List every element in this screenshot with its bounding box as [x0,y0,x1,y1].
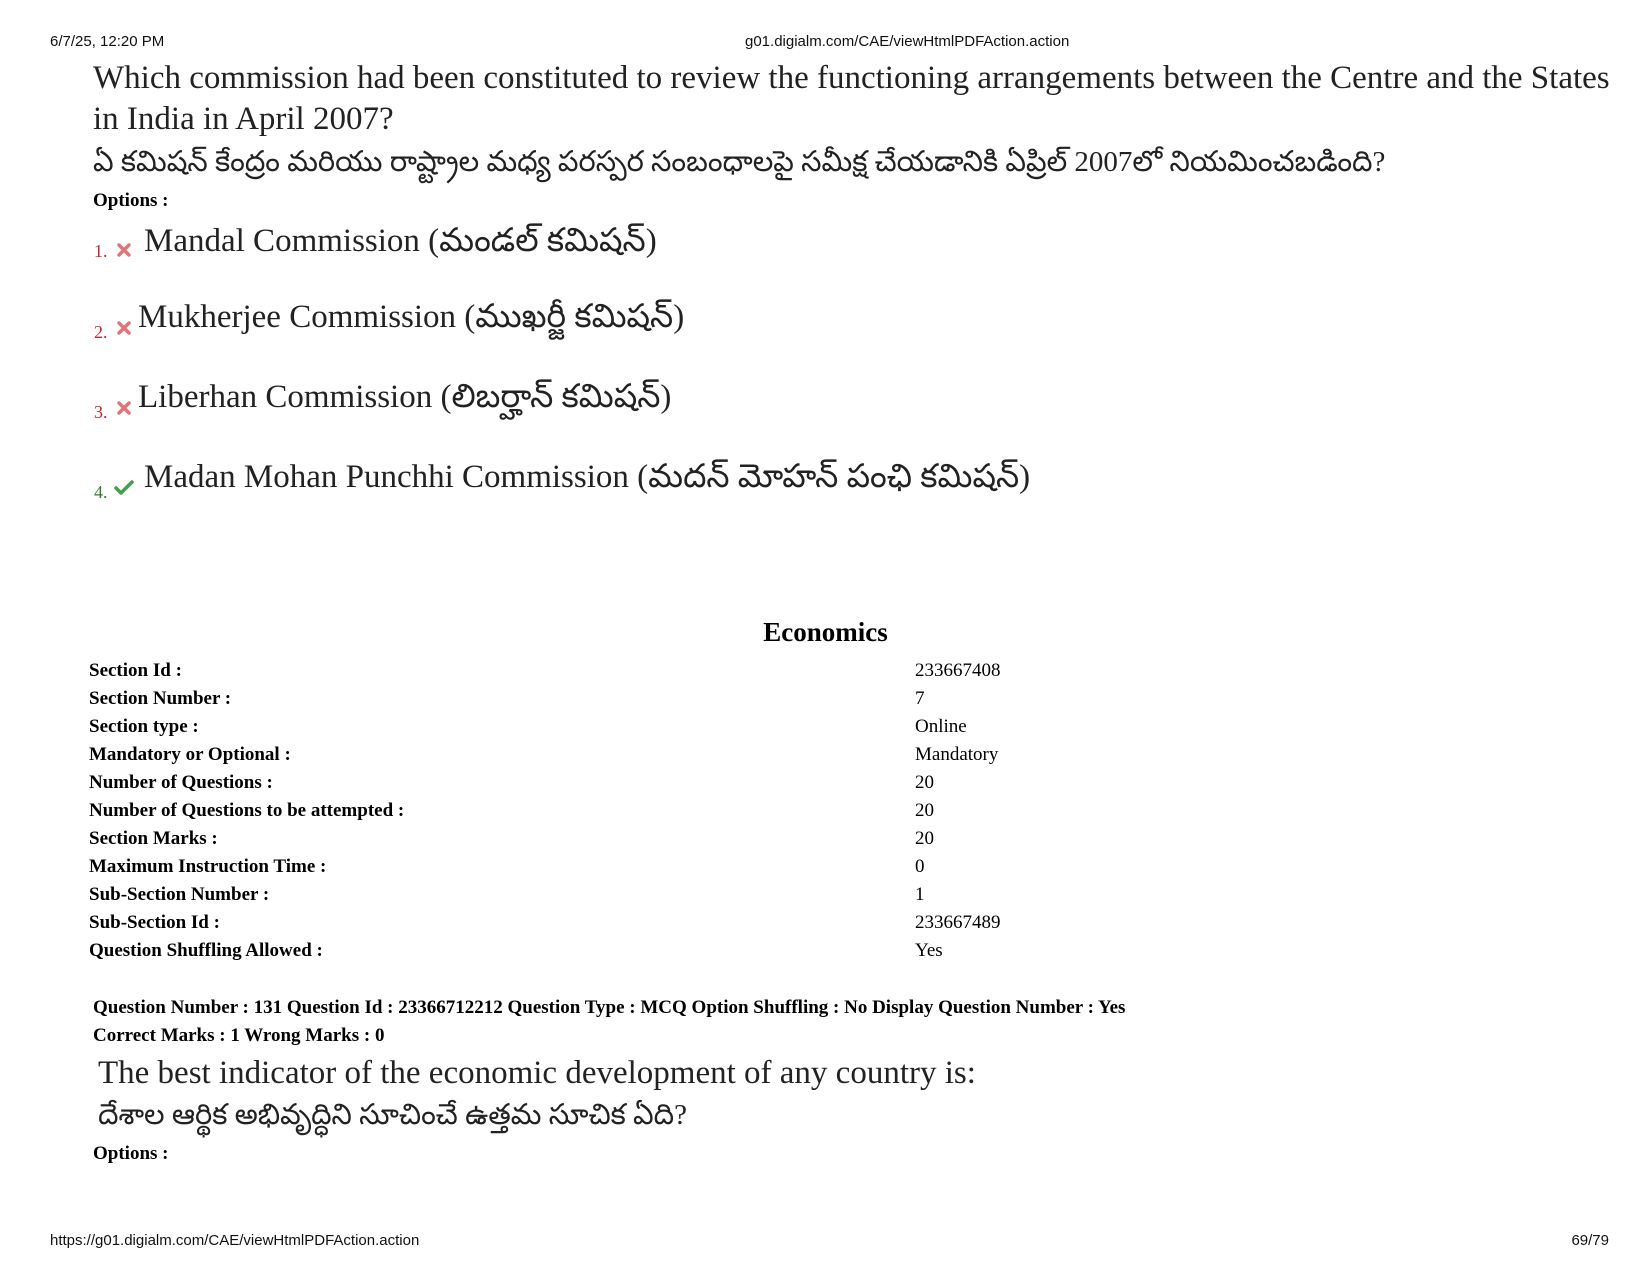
question-text-english: Which commission had been constituted to review the functioning arrangements between the Centre and the States in India in April 2007? [93,60,1610,137]
info-label: Section Number : [89,688,232,709]
info-value: Yes [915,940,943,961]
info-value: 233667489 [915,912,1001,933]
section-title: Economics [763,617,888,647]
cross-icon [116,320,132,336]
option-text: Mukherjee Commission (ముఖర్జీ కమిషన్) [138,299,685,335]
check-icon [114,480,134,496]
info-label: Section Id : [89,660,182,681]
question-meta-line: Question Number : 131 Question Id : 23366712212 Question Type : MCQ Option Shuffling : No Display Question Number : Yes [93,997,1126,1018]
option-number: 1. [94,241,108,261]
info-label: Question Shuffling Allowed : [89,940,323,961]
info-label: Number of Questions to be attempted : [89,800,405,821]
option-number: 3. [94,402,108,422]
option-text: Madan Mohan Punchhi Commission (మదన్ మోహన్ పంఛి కమిషన్) [144,459,1031,495]
footer-url: https://g01.digialm.com/CAE/viewHtmlPDFAction.action [50,1232,420,1249]
info-value: Online [915,716,967,737]
info-label: Section type : [89,716,199,737]
info-label: Mandatory or Optional : [89,744,291,765]
info-value: 7 [915,688,925,709]
option-text: Liberhan Commission (లిబర్హాన్ కమిషన్) [138,379,672,415]
cross-icon [116,242,132,258]
info-value: 1 [915,884,925,905]
question-text-english: The best indicator of the economic development of any country is: [98,1055,976,1091]
question-meta [93,994,1125,1050]
cross-icon [116,400,132,416]
question-marks-line: Correct Marks : 1 Wrong Marks : 0 [93,1025,385,1046]
info-label: Number of Questions : [89,772,273,793]
option-number: 2. [94,322,108,342]
info-value: 20 [915,772,934,793]
question-text-telugu: దేశాల ఆర్థిక అభివృద్ధిని సూచించే ఉత్తమ సూచిక ఏది? [98,1099,688,1131]
info-value: 233667408 [915,660,1001,681]
info-value: Mandatory [915,744,999,765]
info-label: Sub-Section Id : [89,912,220,933]
info-label: Sub-Section Number : [89,884,270,905]
info-label: Section Marks : [89,828,218,849]
options-label: Options : [93,1143,169,1164]
page-number: 69/79 [1571,1232,1609,1249]
info-label: Maximum Instruction Time : [89,856,327,877]
print-page-url: g01.digialm.com/CAE/viewHtmlPDFAction.action [745,33,1070,50]
info-value: 0 [915,856,925,877]
option-number: 4. [94,482,108,502]
info-value: 20 [915,800,934,821]
options-label: Options : [93,190,169,211]
print-datetime: 6/7/25, 12:20 PM [50,33,165,50]
info-value: 20 [915,828,934,849]
question-text-telugu: ఏ కమిషన్ కేంద్రం మరియు రాష్ట్రాల మధ్య పరస్పర సంబంధాలపై సమీక్ష చేయడానికి ఏప్రిల్ 2007లో నియమించబడింది? [93,146,1386,178]
option-text: Mandal Commission (మండల్ కమిషన్) [144,223,657,259]
